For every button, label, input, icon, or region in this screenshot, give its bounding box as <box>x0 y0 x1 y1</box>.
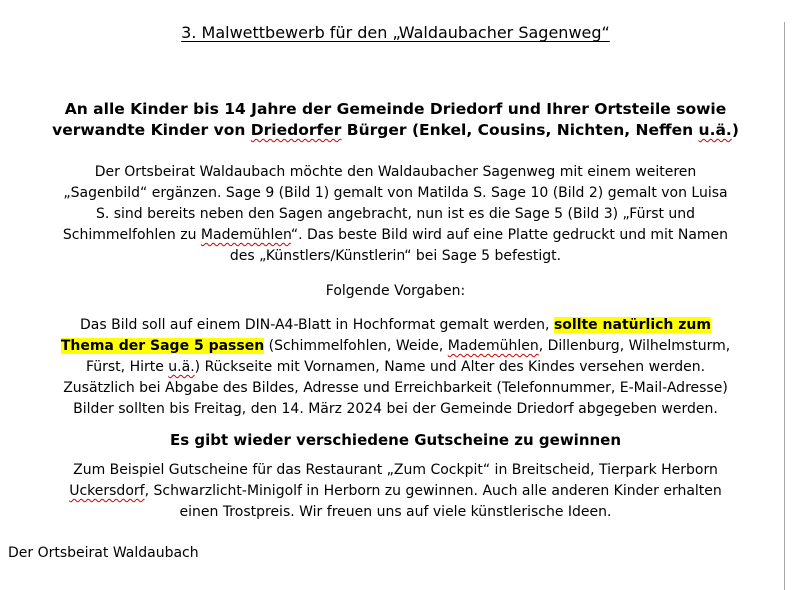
guidelines-label: Folgende Vorgaben: <box>325 283 466 299</box>
text-segment: Zum Beispiel Gutscheine für das Restaurant „Zum Cockpit“ in Breitscheid, Tierpark Herborn <box>73 462 718 478</box>
text-segment: Das Bild soll auf einem DIN-A4-Blatt in Hochformat gemalt werden, <box>80 317 554 333</box>
prizes-paragraph <box>4 460 787 523</box>
misspelled-text: Uckersdorf <box>69 483 145 499</box>
text-segment: “. Das beste Bild wird auf eine Platte gedruckt und mit Namen <box>290 227 729 243</box>
misspelled-text: Mademühlen <box>200 227 291 243</box>
document-title: 3. Malwettbewerb für den „Waldaubacher Sagenweg“ <box>181 23 610 42</box>
text-segment: Der Ortsbeirat Waldaubach möchte den Waldaubacher Sagenweg mit einem weiteren <box>94 164 697 180</box>
text-segment: ) <box>731 121 739 139</box>
text-segment: Bilder sollten bis Freitag, den 14. März 2024 bei der Gemeinde Driedorf abgegeben werden. <box>73 401 718 417</box>
misspelled-text: u.ä. <box>168 359 195 375</box>
highlighted-text: sollte natürlich zum <box>553 317 711 333</box>
text-segment: S. sind bereits neben den Sagen angebracht, nun ist es die Sage 5 (Bild 3) „Fürst und <box>95 206 696 222</box>
text-segment: des „Künstlers/Künstlerin“ bei Sage 5 befestigt. <box>229 248 562 264</box>
text-segment: Bürger (Enkel, Cousins, Nichten, Neffen <box>341 121 699 139</box>
audience-heading <box>4 99 787 141</box>
misspelled-text: Driedorfer <box>250 121 342 139</box>
text-segment: einen Trostpreis. Wir freuen uns auf viele künstlerische Ideen. <box>179 504 612 520</box>
guidelines-paragraph <box>4 315 787 420</box>
text-segment: Schimmelfohlen zu <box>62 227 201 243</box>
misspelled-text: Mademühlen <box>447 338 539 354</box>
text-segment: (Schimmelfohlen, Weide, <box>264 338 448 354</box>
text-segment: verwandte Kinder von <box>52 121 251 139</box>
intro-paragraph <box>4 162 787 267</box>
text-segment: Zusätzlich bei Abgabe des Bildes, Adresse und Erreichbarkeit (Telefonnummer, E-Mail-Adresse) <box>63 380 728 396</box>
misspelled-text: u.ä. <box>698 121 732 139</box>
signature: Der Ortsbeirat Waldaubach <box>8 545 199 561</box>
text-segment: , Schwarzlicht-Minigolf in Herborn zu gewinnen. Auch alle anderen Kinder erhalten <box>144 483 722 499</box>
text-segment: , Dillenburg, Wilhelmsturm, <box>538 338 731 354</box>
text-segment: ) Rückseite mit Vornamen, Name und Alter des Kindes versehen werden. <box>194 359 706 375</box>
page-right-edge <box>784 22 785 590</box>
text-segment: An alle Kinder bis 14 Jahre der Gemeinde Driedorf und Ihrer Ortsteile sowie <box>64 100 727 118</box>
prizes-heading: Es gibt wieder verschiedene Gutscheine zu gewinnen <box>169 431 622 449</box>
text-segment: „Sagenbild“ ergänzen. Sage 9 (Bild 1) gemalt von Matilda S. Sage 10 (Bild 2) gemalt von Luisa <box>63 185 728 201</box>
text-segment: Fürst, Hirte <box>85 359 169 375</box>
highlighted-text: Thema der Sage 5 passen <box>60 338 265 354</box>
document-page <box>0 22 791 590</box>
